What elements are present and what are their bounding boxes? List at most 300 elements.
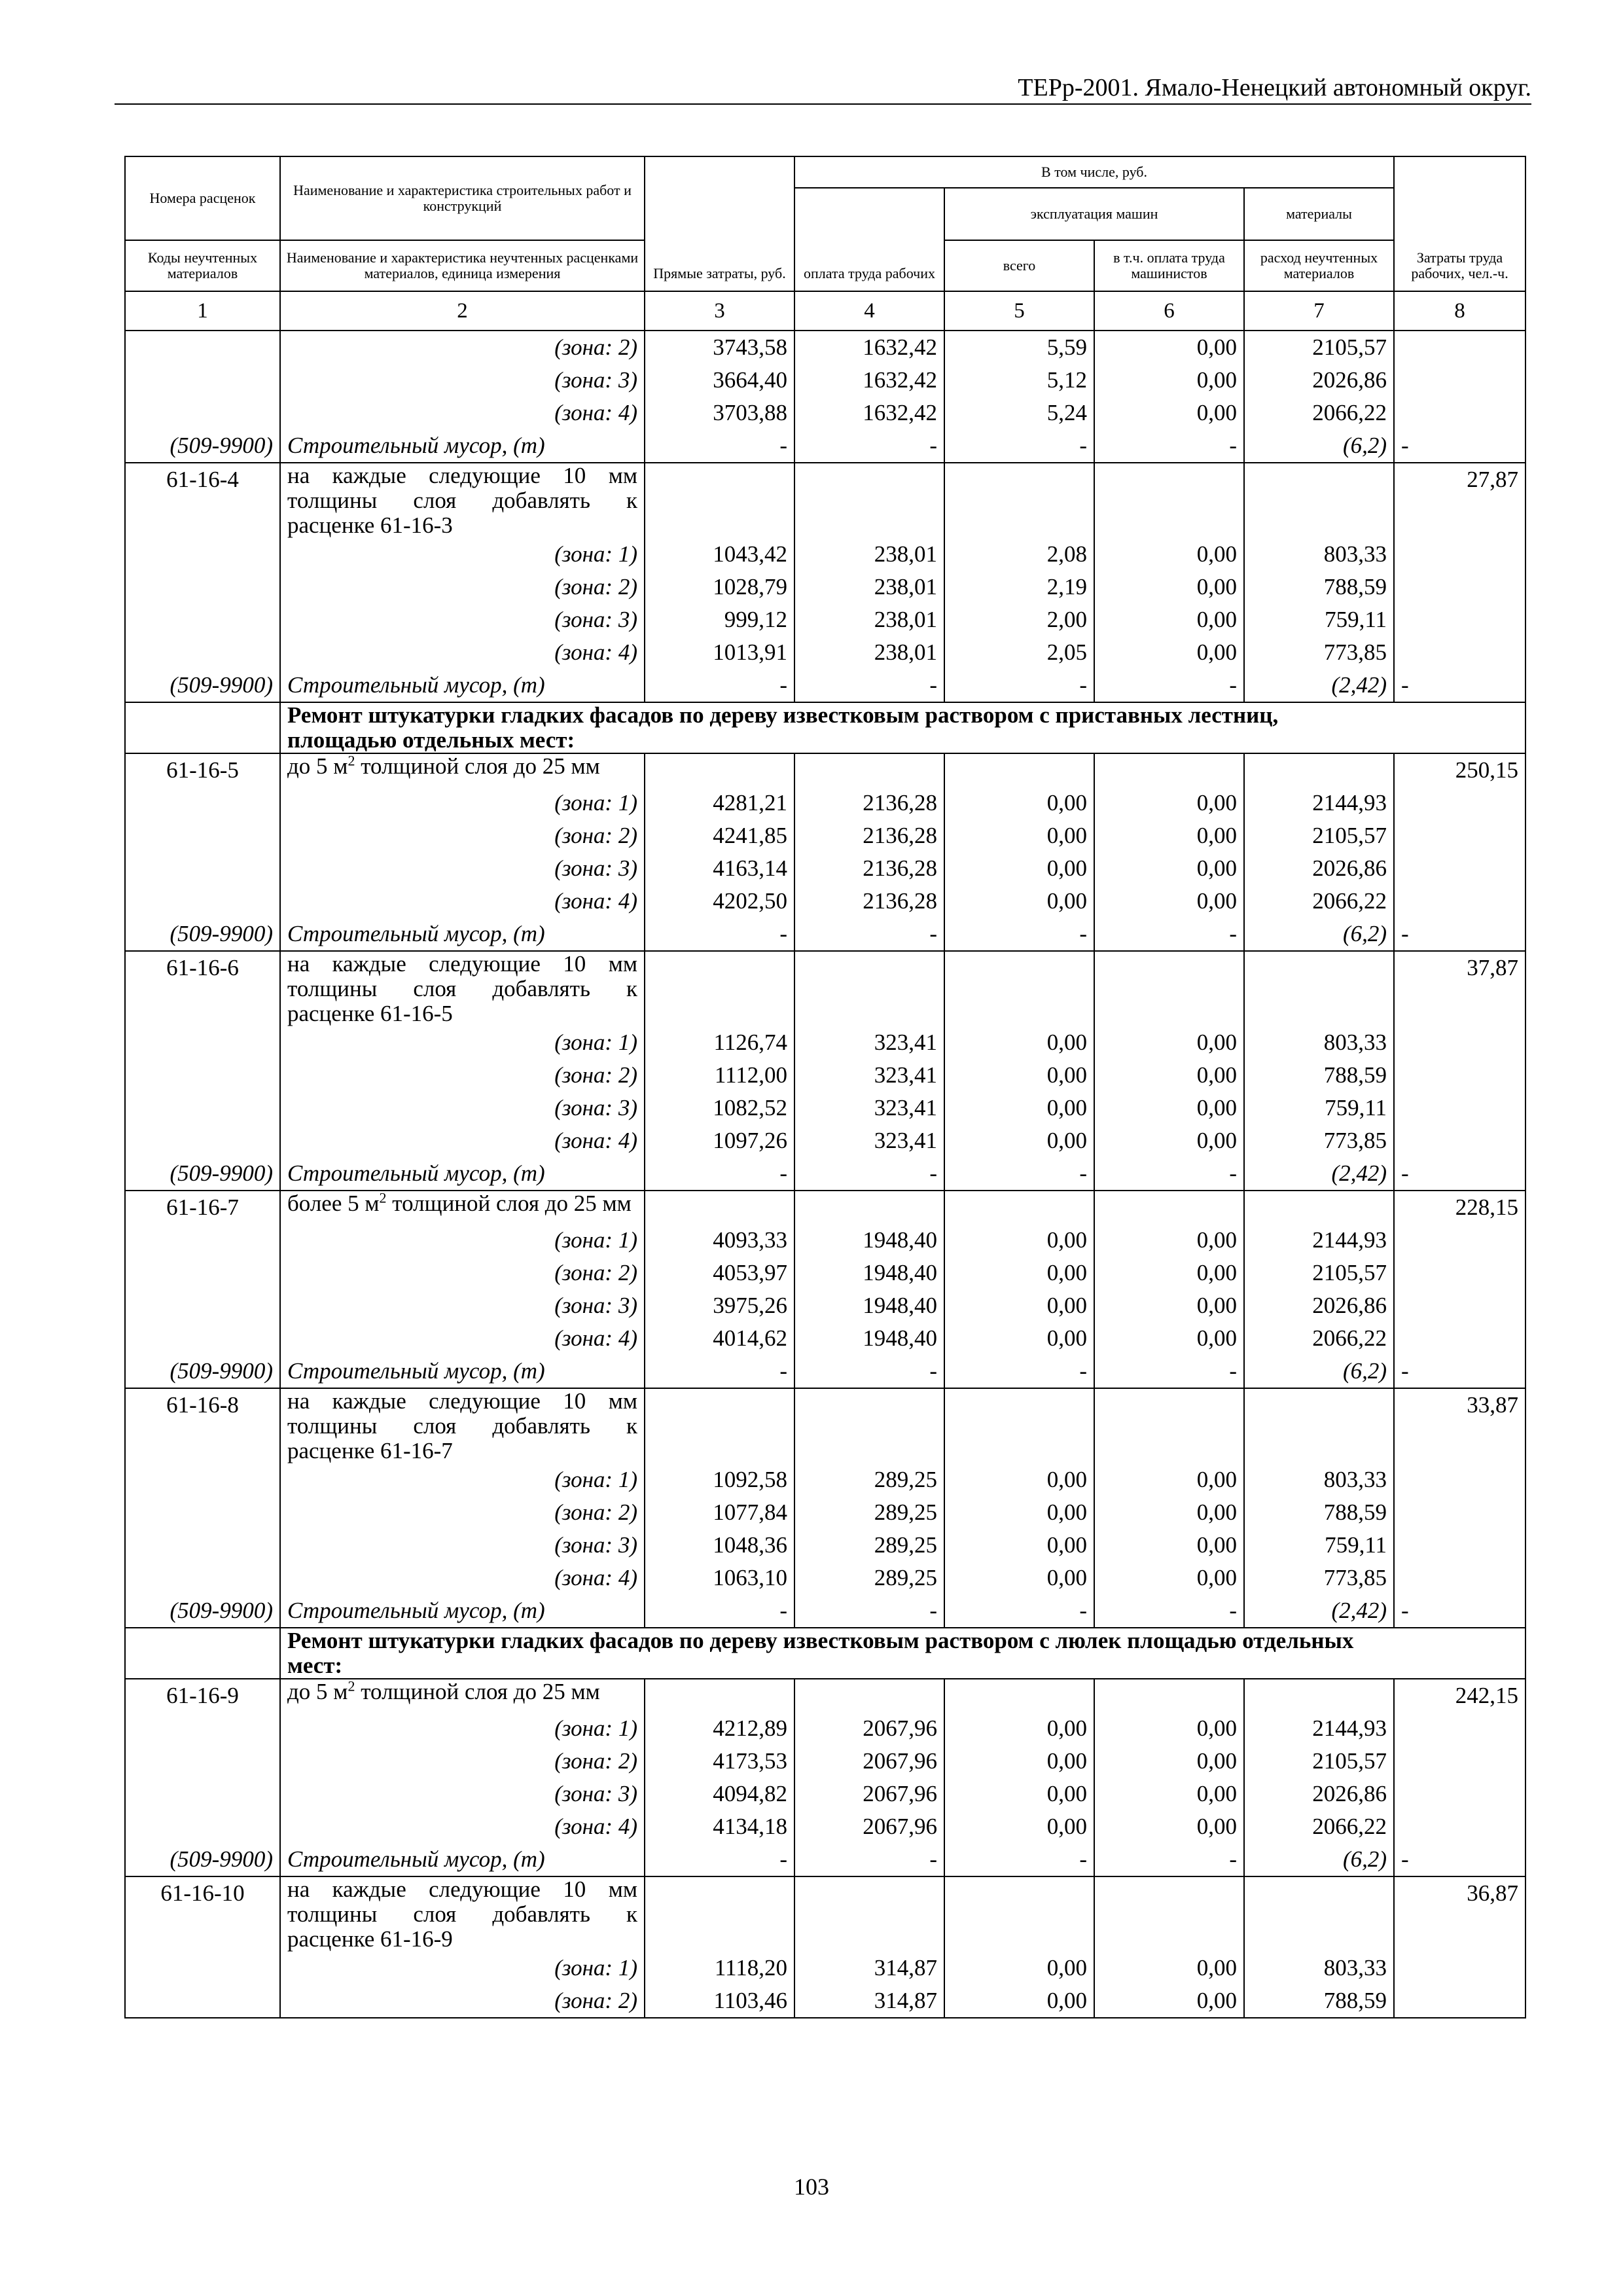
zone-row <box>125 1124 1525 1157</box>
worker-pay-value: 2067,96 <box>794 1778 944 1810</box>
worker-pay-value: 1632,42 <box>794 331 944 364</box>
materials-value: 2144,93 <box>1244 1224 1394 1257</box>
code-cell <box>125 819 280 852</box>
dash-value: - <box>1094 1843 1244 1876</box>
dash-value: - <box>1394 669 1525 702</box>
dash-value: - <box>794 918 944 951</box>
dash-value: - <box>1394 1355 1525 1388</box>
zone-label: (зона: 2) <box>280 819 645 852</box>
empty-cell <box>1244 1388 1394 1463</box>
material-code: (509-9900) <box>125 1355 280 1388</box>
code-cell <box>125 1984 280 2018</box>
hdr-rate-number: Номера расценок <box>125 156 280 240</box>
code-cell <box>125 1562 280 1594</box>
zone-row <box>125 1952 1525 1984</box>
materials-value: 803,33 <box>1244 1026 1394 1059</box>
section-heading-row <box>125 1628 1525 1679</box>
worker-pay-value: 314,87 <box>794 1952 944 1984</box>
direct-cost-value: 1048,36 <box>645 1529 794 1562</box>
col-number: 7 <box>1244 291 1394 331</box>
worker-pay-value: 323,41 <box>794 1059 944 1092</box>
operator-pay-value: 0,00 <box>1094 1026 1244 1059</box>
zone-label: (зона: 1) <box>280 1712 645 1745</box>
direct-cost-value: 1103,46 <box>645 1984 794 2018</box>
operator-pay-value: 0,00 <box>1094 571 1244 603</box>
code-cell <box>125 1059 280 1092</box>
machines-total-value: 0,00 <box>944 1712 1094 1745</box>
section-title: Ремонт штукатурки гладких фасадов по дереву известковым раствором с люлек площадью отдельных мест: <box>280 1628 1394 1679</box>
zone-label: (зона: 3) <box>280 1778 645 1810</box>
code-cell <box>125 397 280 429</box>
labor-cell <box>1394 819 1525 852</box>
dash-value: - <box>944 1157 1094 1191</box>
rate-code: 61-16-10 <box>125 1876 280 1952</box>
material-quantity: (2,42) <box>1244 1157 1394 1191</box>
labor-cell <box>1394 852 1525 885</box>
machines-total-value: 0,00 <box>944 1026 1094 1059</box>
worker-pay-value: 2136,28 <box>794 885 944 918</box>
code-cell <box>125 603 280 636</box>
superscript: 2 <box>348 752 355 769</box>
operator-pay-value: 0,00 <box>1094 885 1244 918</box>
materials-value: 803,33 <box>1244 538 1394 571</box>
dash-value: - <box>1394 1594 1525 1628</box>
labor-cell <box>1394 331 1525 364</box>
zone-row <box>125 636 1525 669</box>
empty-cell <box>645 463 794 538</box>
machines-total-value: 0,00 <box>944 1059 1094 1092</box>
material-row <box>125 1594 1525 1628</box>
empty-cell <box>794 1679 944 1712</box>
materials-value: 759,11 <box>1244 1092 1394 1124</box>
empty-cell <box>794 1876 944 1952</box>
empty-cell <box>794 951 944 1026</box>
dash-value: - <box>1094 1594 1244 1628</box>
empty-cell <box>944 951 1094 1026</box>
dash-value: - <box>1394 1157 1525 1191</box>
zone-row <box>125 1712 1525 1745</box>
labor-cell <box>1394 1092 1525 1124</box>
labor-cell <box>1394 702 1525 753</box>
materials-value: 2105,57 <box>1244 331 1394 364</box>
empty-cell <box>1094 951 1244 1026</box>
code-cell <box>125 1322 280 1355</box>
labor-value: 36,87 <box>1394 1876 1525 1952</box>
material-quantity: (6,2) <box>1244 429 1394 463</box>
rate-row <box>125 1876 1525 1952</box>
empty-cell <box>944 753 1094 787</box>
col-number: 2 <box>280 291 645 331</box>
running-header: ТЕРр-2001. Ямало-Ненецкий автономный округ. <box>1018 74 1531 101</box>
machines-total-value: 0,00 <box>944 885 1094 918</box>
worker-pay-value: 238,01 <box>794 603 944 636</box>
rate-description: на каждые следующие 10 мм толщины слоя добавлять к расценке 61-16-9 <box>280 1876 645 1952</box>
empty-cell <box>645 1679 794 1712</box>
labor-cell <box>1394 1059 1525 1092</box>
labor-cell <box>1394 571 1525 603</box>
code-cell <box>125 702 280 753</box>
zone-row <box>125 1059 1525 1092</box>
materials-value: 788,59 <box>1244 1059 1394 1092</box>
machines-total-value: 0,00 <box>944 1984 1094 2018</box>
worker-pay-value: 1948,40 <box>794 1322 944 1355</box>
operator-pay-value: 0,00 <box>1094 819 1244 852</box>
zone-label: (зона: 3) <box>280 852 645 885</box>
machines-total-value: 0,00 <box>944 1092 1094 1124</box>
machines-total-value: 0,00 <box>944 1810 1094 1843</box>
zone-row <box>125 1562 1525 1594</box>
machines-total-value: 0,00 <box>944 787 1094 819</box>
labor-cell <box>1394 538 1525 571</box>
labor-cell <box>1394 1289 1525 1322</box>
dash-value: - <box>944 669 1094 702</box>
material-row <box>125 1157 1525 1191</box>
dash-value: - <box>794 1594 944 1628</box>
direct-cost-value: 1043,42 <box>645 538 794 571</box>
materials-value: 2026,86 <box>1244 364 1394 397</box>
material-quantity: (6,2) <box>1244 918 1394 951</box>
table-header <box>125 156 1525 331</box>
rate-row <box>125 1388 1525 1463</box>
dash-value: - <box>1394 918 1525 951</box>
labor-cell <box>1394 1712 1525 1745</box>
operator-pay-value: 0,00 <box>1094 636 1244 669</box>
zone-label: (зона: 1) <box>280 538 645 571</box>
table-body <box>125 331 1525 2018</box>
machines-total-value: 5,59 <box>944 331 1094 364</box>
rate-description: на каждые следующие 10 мм толщины слоя добавлять к расценке 61-16-5 <box>280 951 645 1026</box>
labor-value: 242,15 <box>1394 1679 1525 1712</box>
direct-cost-value: 1118,20 <box>645 1952 794 1984</box>
empty-cell <box>944 1191 1094 1224</box>
material-name: Строительный мусор, (т) <box>280 429 645 463</box>
dash-value: - <box>1094 918 1244 951</box>
code-cell <box>125 571 280 603</box>
dash-value: - <box>944 1843 1094 1876</box>
zone-row <box>125 397 1525 429</box>
material-code: (509-9900) <box>125 669 280 702</box>
zone-row <box>125 1529 1525 1562</box>
zone-label: (зона: 1) <box>280 1463 645 1496</box>
hdr-worker-pay: оплата труда рабочих <box>794 188 944 291</box>
zone-row <box>125 1745 1525 1778</box>
operator-pay-value: 0,00 <box>1094 603 1244 636</box>
labor-cell <box>1394 1124 1525 1157</box>
hdr-work-name: Наименование и характеристика строительных работ и конструкций <box>280 156 645 240</box>
code-cell <box>125 1289 280 1322</box>
code-cell <box>125 1224 280 1257</box>
zone-label: (зона: 3) <box>280 1289 645 1322</box>
code-cell <box>125 1745 280 1778</box>
rate-description: на каждые следующие 10 мм толщины слоя добавлять к расценке 61-16-7 <box>280 1388 645 1463</box>
hdr-materials: материалы <box>1244 188 1394 240</box>
zone-label: (зона: 4) <box>280 1810 645 1843</box>
zone-label: (зона: 2) <box>280 1257 645 1289</box>
material-name: Строительный мусор, (т) <box>280 918 645 951</box>
material-row <box>125 1355 1525 1388</box>
materials-value: 2105,57 <box>1244 819 1394 852</box>
zone-row <box>125 364 1525 397</box>
dash-value: - <box>645 669 794 702</box>
materials-value: 773,85 <box>1244 1124 1394 1157</box>
zone-row <box>125 885 1525 918</box>
zone-label: (зона: 4) <box>280 885 645 918</box>
machines-total-value: 0,00 <box>944 1529 1094 1562</box>
operator-pay-value: 0,00 <box>1094 1562 1244 1594</box>
zone-row <box>125 538 1525 571</box>
direct-cost-value: 4094,82 <box>645 1778 794 1810</box>
material-code: (509-9900) <box>125 1594 280 1628</box>
zone-row <box>125 331 1525 364</box>
machines-total-value: 0,00 <box>944 1322 1094 1355</box>
code-cell <box>125 1026 280 1059</box>
labor-cell <box>1394 636 1525 669</box>
dash-value: - <box>944 1594 1094 1628</box>
materials-value: 2144,93 <box>1244 1712 1394 1745</box>
labor-cell <box>1394 1529 1525 1562</box>
zone-label: (зона: 2) <box>280 1496 645 1529</box>
machines-total-value: 2,08 <box>944 538 1094 571</box>
worker-pay-value: 289,25 <box>794 1562 944 1594</box>
operator-pay-value: 0,00 <box>1094 1224 1244 1257</box>
machines-total-value: 0,00 <box>944 819 1094 852</box>
zone-row <box>125 571 1525 603</box>
hdr-material-names: Наименование и характеристика неучтенных расценками материалов, единица измерения <box>280 240 645 291</box>
zone-label: (зона: 2) <box>280 331 645 364</box>
hdr-machines: эксплуатация машин <box>944 188 1244 240</box>
empty-cell <box>1094 1191 1244 1224</box>
worker-pay-value: 2067,96 <box>794 1712 944 1745</box>
direct-cost-value: 1013,91 <box>645 636 794 669</box>
header-rule <box>115 103 1531 105</box>
labor-cell <box>1394 1952 1525 1984</box>
zone-row <box>125 1496 1525 1529</box>
material-row <box>125 1843 1525 1876</box>
labor-cell <box>1394 1257 1525 1289</box>
operator-pay-value: 0,00 <box>1094 1257 1244 1289</box>
material-name: Строительный мусор, (т) <box>280 1157 645 1191</box>
zone-label: (зона: 4) <box>280 1124 645 1157</box>
labor-cell <box>1394 1463 1525 1496</box>
rate-code: 61-16-5 <box>125 753 280 787</box>
rate-code: 61-16-7 <box>125 1191 280 1224</box>
direct-cost-value: 1126,74 <box>645 1026 794 1059</box>
zone-label: (зона: 3) <box>280 1092 645 1124</box>
empty-cell <box>944 1679 1094 1712</box>
materials-value: 788,59 <box>1244 571 1394 603</box>
code-cell <box>125 852 280 885</box>
zone-row <box>125 819 1525 852</box>
direct-cost-value: 4093,33 <box>645 1224 794 1257</box>
operator-pay-value: 0,00 <box>1094 1059 1244 1092</box>
hdr-including: В том числе, руб. <box>794 156 1394 188</box>
materials-value: 2105,57 <box>1244 1745 1394 1778</box>
dash-value: - <box>645 1843 794 1876</box>
direct-cost-value: 1028,79 <box>645 571 794 603</box>
machines-total-value: 0,00 <box>944 852 1094 885</box>
empty-cell <box>1244 951 1394 1026</box>
material-quantity: (6,2) <box>1244 1843 1394 1876</box>
rate-row <box>125 1679 1525 1712</box>
direct-cost-value: 1112,00 <box>645 1059 794 1092</box>
empty-cell <box>1244 753 1394 787</box>
worker-pay-value: 2136,28 <box>794 819 944 852</box>
zone-row <box>125 1289 1525 1322</box>
machines-total-value: 5,24 <box>944 397 1094 429</box>
operator-pay-value: 0,00 <box>1094 1322 1244 1355</box>
superscript: 2 <box>379 1189 387 1206</box>
dash-value: - <box>1094 429 1244 463</box>
dash-value: - <box>645 1594 794 1628</box>
empty-cell <box>794 463 944 538</box>
direct-cost-value: 4281,21 <box>645 787 794 819</box>
dash-value: - <box>1094 669 1244 702</box>
empty-cell <box>1244 1191 1394 1224</box>
zone-row <box>125 1224 1525 1257</box>
machines-total-value: 0,00 <box>944 1952 1094 1984</box>
machines-total-value: 2,05 <box>944 636 1094 669</box>
rate-row <box>125 463 1525 538</box>
worker-pay-value: 1632,42 <box>794 397 944 429</box>
direct-cost-value: 3703,88 <box>645 397 794 429</box>
zone-label: (зона: 3) <box>280 603 645 636</box>
description-text: до 5 м <box>287 1679 348 1704</box>
material-quantity: (6,2) <box>1244 1355 1394 1388</box>
material-quantity: (2,42) <box>1244 669 1394 702</box>
operator-pay-value: 0,00 <box>1094 1745 1244 1778</box>
labor-cell <box>1394 1810 1525 1843</box>
empty-cell <box>645 1388 794 1463</box>
materials-value: 759,11 <box>1244 1529 1394 1562</box>
empty-cell <box>1244 1679 1394 1712</box>
material-code: (509-9900) <box>125 1843 280 1876</box>
empty-cell <box>794 753 944 787</box>
machines-total-value: 2,00 <box>944 603 1094 636</box>
empty-cell <box>1094 1876 1244 1952</box>
rate-row <box>125 753 1525 787</box>
section-heading-row <box>125 702 1525 753</box>
materials-value: 2066,22 <box>1244 397 1394 429</box>
zone-row <box>125 1810 1525 1843</box>
labor-cell <box>1394 787 1525 819</box>
materials-value: 773,85 <box>1244 1562 1394 1594</box>
rate-description <box>280 1679 645 1712</box>
dash-value: - <box>1094 1355 1244 1388</box>
labor-cell <box>1394 364 1525 397</box>
zone-row <box>125 1778 1525 1810</box>
materials-value: 2144,93 <box>1244 787 1394 819</box>
dash-value: - <box>1094 1157 1244 1191</box>
machines-total-value: 0,00 <box>944 1562 1094 1594</box>
labor-cell <box>1394 1562 1525 1594</box>
description-text: до 5 м <box>287 753 348 779</box>
operator-pay-value: 0,00 <box>1094 1529 1244 1562</box>
zone-row <box>125 603 1525 636</box>
direct-cost-value: 4134,18 <box>645 1810 794 1843</box>
operator-pay-value: 0,00 <box>1094 852 1244 885</box>
worker-pay-value: 289,25 <box>794 1529 944 1562</box>
rate-code: 61-16-9 <box>125 1679 280 1712</box>
zone-row <box>125 1257 1525 1289</box>
empty-cell <box>944 1388 1094 1463</box>
code-cell <box>125 885 280 918</box>
materials-value: 788,59 <box>1244 1984 1394 2018</box>
dash-value: - <box>645 429 794 463</box>
empty-cell <box>794 1191 944 1224</box>
empty-cell <box>1094 1679 1244 1712</box>
rate-row <box>125 1191 1525 1224</box>
zone-label: (зона: 4) <box>280 1562 645 1594</box>
col-number: 5 <box>944 291 1094 331</box>
code-cell <box>125 1257 280 1289</box>
operator-pay-value: 0,00 <box>1094 1810 1244 1843</box>
direct-cost-value: 4014,62 <box>645 1322 794 1355</box>
operator-pay-value: 0,00 <box>1094 1778 1244 1810</box>
machines-total-value: 0,00 <box>944 1289 1094 1322</box>
machines-total-value: 5,12 <box>944 364 1094 397</box>
zone-row <box>125 1984 1525 2018</box>
direct-cost-value: 1082,52 <box>645 1092 794 1124</box>
hdr-material-codes: Коды неучтенных материалов <box>125 240 280 291</box>
col-number: 1 <box>125 291 280 331</box>
machines-total-value: 0,00 <box>944 1124 1094 1157</box>
materials-value: 2026,86 <box>1244 1289 1394 1322</box>
code-cell <box>125 331 280 364</box>
code-cell <box>125 1124 280 1157</box>
material-name: Строительный мусор, (т) <box>280 1594 645 1628</box>
dash-value: - <box>794 429 944 463</box>
zone-label: (зона: 2) <box>280 571 645 603</box>
zone-row <box>125 787 1525 819</box>
rate-description: на каждые следующие 10 мм толщины слоя добавлять к расценке 61-16-3 <box>280 463 645 538</box>
empty-cell <box>1094 1388 1244 1463</box>
zone-label: (зона: 1) <box>280 787 645 819</box>
material-code: (509-9900) <box>125 918 280 951</box>
direct-cost-value: 3975,26 <box>645 1289 794 1322</box>
labor-cell <box>1394 1628 1525 1679</box>
materials-value: 773,85 <box>1244 636 1394 669</box>
rate-description <box>280 753 645 787</box>
material-code: (509-9900) <box>125 429 280 463</box>
direct-cost-value: 999,12 <box>645 603 794 636</box>
dash-value: - <box>794 1355 944 1388</box>
dash-value: - <box>645 1157 794 1191</box>
empty-cell <box>1094 753 1244 787</box>
labor-cell <box>1394 1778 1525 1810</box>
rate-code: 61-16-4 <box>125 463 280 538</box>
zone-label: (зона: 1) <box>280 1026 645 1059</box>
col-number: 4 <box>794 291 944 331</box>
direct-cost-value: 1092,58 <box>645 1463 794 1496</box>
dash-value: - <box>1394 1843 1525 1876</box>
zone-label: (зона: 3) <box>280 1529 645 1562</box>
superscript: 2 <box>348 1677 355 1695</box>
empty-cell <box>645 1876 794 1952</box>
zone-label: (зона: 4) <box>280 397 645 429</box>
direct-cost-value: 3743,58 <box>645 331 794 364</box>
zone-label: (зона: 2) <box>280 1984 645 2018</box>
empty-cell <box>645 951 794 1026</box>
worker-pay-value: 323,41 <box>794 1124 944 1157</box>
material-code: (509-9900) <box>125 1157 280 1191</box>
rates-table <box>124 156 1526 2018</box>
operator-pay-value: 0,00 <box>1094 364 1244 397</box>
direct-cost-value: 4163,14 <box>645 852 794 885</box>
empty-cell <box>794 1388 944 1463</box>
code-cell <box>125 1628 280 1679</box>
machines-total-value: 0,00 <box>944 1745 1094 1778</box>
materials-value: 788,59 <box>1244 1496 1394 1529</box>
